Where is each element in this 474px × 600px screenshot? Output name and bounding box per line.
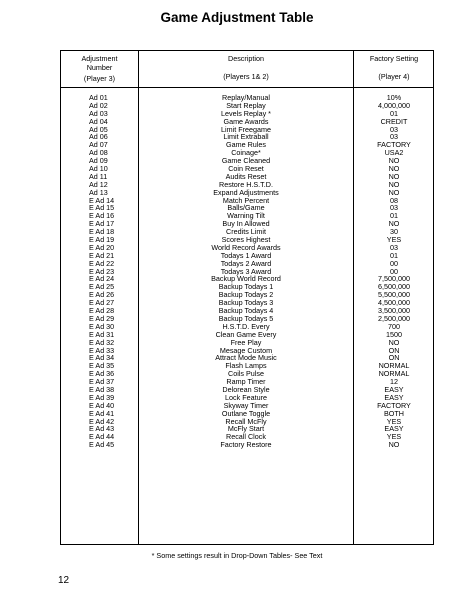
factory-setting: ON xyxy=(388,353,400,363)
adjustment-code: E Ad 45 xyxy=(89,440,115,450)
adjustment-description: Replay/Manual xyxy=(222,93,270,102)
factory-setting: 4,000,000 xyxy=(378,100,410,110)
factory-setting: 5,500,000 xyxy=(378,290,410,300)
factory-setting: 2,500,000 xyxy=(378,313,410,323)
factory-setting: 00 xyxy=(390,258,398,268)
adjustment-description: Backup World Record xyxy=(211,274,281,284)
factory-setting: CREDIT xyxy=(380,116,408,126)
factory-setting: 03 xyxy=(390,132,398,142)
header-description-label: Description xyxy=(228,54,264,63)
adjustment-code: E Ad 20 xyxy=(89,242,115,252)
factory-setting: BOTH xyxy=(384,408,404,418)
adjustment-code: E Ad 23 xyxy=(89,266,115,276)
adjustment-description: Warning Tilt xyxy=(227,211,265,221)
factory-setting: NO xyxy=(388,171,400,181)
adjustment-code: Ad 12 xyxy=(89,179,108,189)
adjustment-description: McFly Start xyxy=(227,424,265,434)
factory-setting: 3,500,000 xyxy=(378,306,410,316)
adjustment-description: Lock Feature xyxy=(225,392,267,402)
adjustment-description: Free Play xyxy=(230,337,262,347)
adjustment-description: Ramp Timer xyxy=(226,377,266,387)
adjustment-code: E Ad 31 xyxy=(89,329,115,339)
adjustment-description: Recall McFly xyxy=(225,416,267,426)
factory-setting: USA2 xyxy=(384,148,404,158)
factory-setting: 30 xyxy=(390,227,398,237)
adjustment-code: E Ad 40 xyxy=(89,400,115,410)
factory-setting: YES xyxy=(386,235,402,245)
adjustment-code: E Ad 32 xyxy=(89,337,115,347)
adjustment-code: E Ad 41 xyxy=(89,408,115,418)
factory-setting: 08 xyxy=(390,195,398,205)
adjustment-code: E Ad 33 xyxy=(89,345,115,355)
adjustment-code: E Ad 39 xyxy=(89,392,115,402)
factory-setting: 6,500,000 xyxy=(378,282,410,292)
footnote: * Some settings result in Drop-Down Tables- See Text xyxy=(151,551,323,560)
adjustment-table xyxy=(60,50,434,545)
adjustment-description: Game Awards xyxy=(223,116,269,126)
adjustment-code: Ad 07 xyxy=(89,140,108,150)
adjustment-description: Start Replay xyxy=(226,100,266,110)
factory-setting: 03 xyxy=(390,242,398,252)
adjustment-description: Backup Todays 3 xyxy=(218,298,274,308)
adjustment-description: Outlane Toggle xyxy=(221,408,271,418)
factory-setting: 7,500,000 xyxy=(378,274,410,284)
adjustment-description: Backup Todays 2 xyxy=(218,290,274,300)
adjustment-description: Buy In Allowed xyxy=(222,219,270,229)
adjustment-description: Attract Mode Music xyxy=(215,353,277,363)
adjustment-description: Delorean Style xyxy=(222,384,270,394)
header-adjustment-line1: Adjustment xyxy=(81,54,118,63)
adjustment-code: E Ad 42 xyxy=(89,416,115,426)
factory-setting: 01 xyxy=(390,211,398,221)
adjustment-code: Ad 08 xyxy=(89,148,108,158)
adjustment-code: E Ad 30 xyxy=(89,321,115,331)
adjustment-code: E Ad 36 xyxy=(89,369,115,379)
factory-setting: NO xyxy=(388,164,400,174)
adjustment-description: Balls/Game xyxy=(227,203,265,213)
table-row xyxy=(61,441,433,449)
factory-setting: 10% xyxy=(386,93,402,102)
adjustment-description: Clean Game Every xyxy=(215,329,277,339)
header-description-sub: (Players 1& 2) xyxy=(223,72,269,81)
adjustment-description: Backup Todays 4 xyxy=(218,306,274,316)
factory-setting: FACTORY xyxy=(377,400,411,410)
factory-setting: 700 xyxy=(388,321,400,331)
adjustment-code: E Ad 18 xyxy=(89,227,115,237)
factory-setting: NORMAL xyxy=(378,361,410,371)
adjustment-description: Game Rules xyxy=(226,140,266,150)
factory-setting: 01 xyxy=(390,108,398,118)
page-number: 12 xyxy=(58,575,70,586)
adjustment-description: Credits Limit xyxy=(226,227,266,237)
adjustment-code: Ad 11 xyxy=(89,171,108,181)
factory-setting: 03 xyxy=(390,203,398,213)
factory-setting: 12 xyxy=(390,377,398,387)
header-divider xyxy=(61,87,433,88)
header-factory-setting xyxy=(354,54,434,81)
adjustment-description: World Record Awards xyxy=(211,242,281,252)
factory-setting: YES xyxy=(386,416,402,426)
factory-setting: 4,500,000 xyxy=(378,298,410,308)
adjustment-description: Match Percent xyxy=(222,195,270,205)
adjustment-description: Coin Reset xyxy=(228,164,264,174)
factory-setting: NO xyxy=(388,440,400,450)
factory-setting: NO xyxy=(388,156,400,166)
header-description xyxy=(139,54,353,81)
adjustment-code: E Ad 29 xyxy=(89,313,115,323)
adjustment-description: Scores Highest xyxy=(221,235,271,245)
adjustment-code: E Ad 22 xyxy=(89,258,115,268)
adjustment-description: Todays 3 Award xyxy=(220,266,272,276)
adjustment-code: E Ad 43 xyxy=(89,424,115,434)
factory-setting: NO xyxy=(388,179,400,189)
header-adjustment-number xyxy=(61,54,138,83)
adjustment-description: Game Cleaned xyxy=(221,156,271,166)
factory-setting: 01 xyxy=(390,250,398,260)
factory-setting: NO xyxy=(388,219,400,229)
adjustment-description: Backup Todays 5 xyxy=(218,313,274,323)
adjustment-code: Ad 02 xyxy=(89,100,108,110)
adjustment-code: E Ad 44 xyxy=(89,432,115,442)
adjustment-code: E Ad 16 xyxy=(89,211,115,221)
header-factory-label: Factory Setting xyxy=(369,54,419,63)
factory-setting: NO xyxy=(388,337,400,347)
adjustment-description: Recall Clock xyxy=(226,432,266,442)
adjustment-code: E Ad 21 xyxy=(89,250,115,260)
adjustment-description: Audits Reset xyxy=(225,171,267,181)
adjustment-code: E Ad 25 xyxy=(89,282,115,292)
adjustment-description: Mesage Custom xyxy=(219,345,273,355)
adjustment-code: Ad 03 xyxy=(89,108,108,118)
factory-setting: 03 xyxy=(390,124,398,134)
adjustment-code: Ad 13 xyxy=(89,187,108,197)
header-adjustment-sub: (Player 3) xyxy=(83,74,116,83)
adjustment-code: Ad 05 xyxy=(89,124,108,134)
adjustment-code: E Ad 28 xyxy=(89,306,115,316)
adjustment-code: E Ad 34 xyxy=(89,353,115,363)
adjustment-description: Restore H.S.T.D. xyxy=(219,179,273,189)
factory-setting: 1500 xyxy=(386,329,402,339)
factory-setting: EASY xyxy=(384,384,404,394)
adjustment-code: E Ad 38 xyxy=(89,384,115,394)
factory-setting: NO xyxy=(388,187,400,197)
adjustment-description: Limit Freegame xyxy=(221,124,271,134)
page-title: Game Adjustment Table xyxy=(160,10,314,25)
adjustment-code: Ad 01 xyxy=(89,93,108,102)
adjustment-code: E Ad 24 xyxy=(89,274,115,284)
adjustment-code: Ad 09 xyxy=(89,156,108,166)
adjustment-description: Factory Restore xyxy=(220,440,272,450)
adjustment-code: E Ad 17 xyxy=(89,219,115,229)
header-adjustment-line2: Number xyxy=(86,63,113,72)
adjustment-code: E Ad 15 xyxy=(89,203,115,213)
adjustment-code: Ad 04 xyxy=(89,116,108,126)
adjustment-description: Backup Todays 1 xyxy=(218,282,274,292)
adjustment-description: Coils Pulse xyxy=(228,369,264,379)
adjustment-description: Limit Extraball xyxy=(223,132,269,142)
factory-setting: NORMAL xyxy=(378,369,410,379)
adjustment-code: Ad 06 xyxy=(89,132,108,142)
adjustment-code: E Ad 27 xyxy=(89,298,115,308)
adjustment-code: Ad 10 xyxy=(89,164,108,174)
adjustment-code: E Ad 19 xyxy=(89,235,115,245)
factory-setting: YES xyxy=(386,432,402,442)
adjustment-description: Levels Replay * xyxy=(221,108,271,118)
factory-setting: ON xyxy=(388,345,400,355)
factory-setting: FACTORY xyxy=(377,140,411,150)
adjustment-code: E Ad 14 xyxy=(89,195,115,205)
adjustment-description: Todays 2 Award xyxy=(220,258,272,268)
factory-setting: 00 xyxy=(390,266,398,276)
adjustment-description: Flash Lamps xyxy=(225,361,267,371)
adjustment-code: E Ad 37 xyxy=(89,377,115,387)
adjustment-description: Skyway Timer xyxy=(223,400,269,410)
adjustment-code: E Ad 26 xyxy=(89,290,115,300)
adjustment-description: Coinage* xyxy=(231,148,261,158)
adjustment-description: Todays 1 Award xyxy=(220,250,272,260)
table-body xyxy=(61,94,433,449)
header-factory-sub: (Player 4) xyxy=(378,72,410,81)
adjustment-description: Expand Adjustments xyxy=(213,187,279,197)
adjustment-description: H.S.T.D. Every xyxy=(222,321,270,331)
factory-setting: EASY xyxy=(384,392,404,402)
factory-setting: EASY xyxy=(384,424,404,434)
adjustment-code: E Ad 35 xyxy=(89,361,115,371)
